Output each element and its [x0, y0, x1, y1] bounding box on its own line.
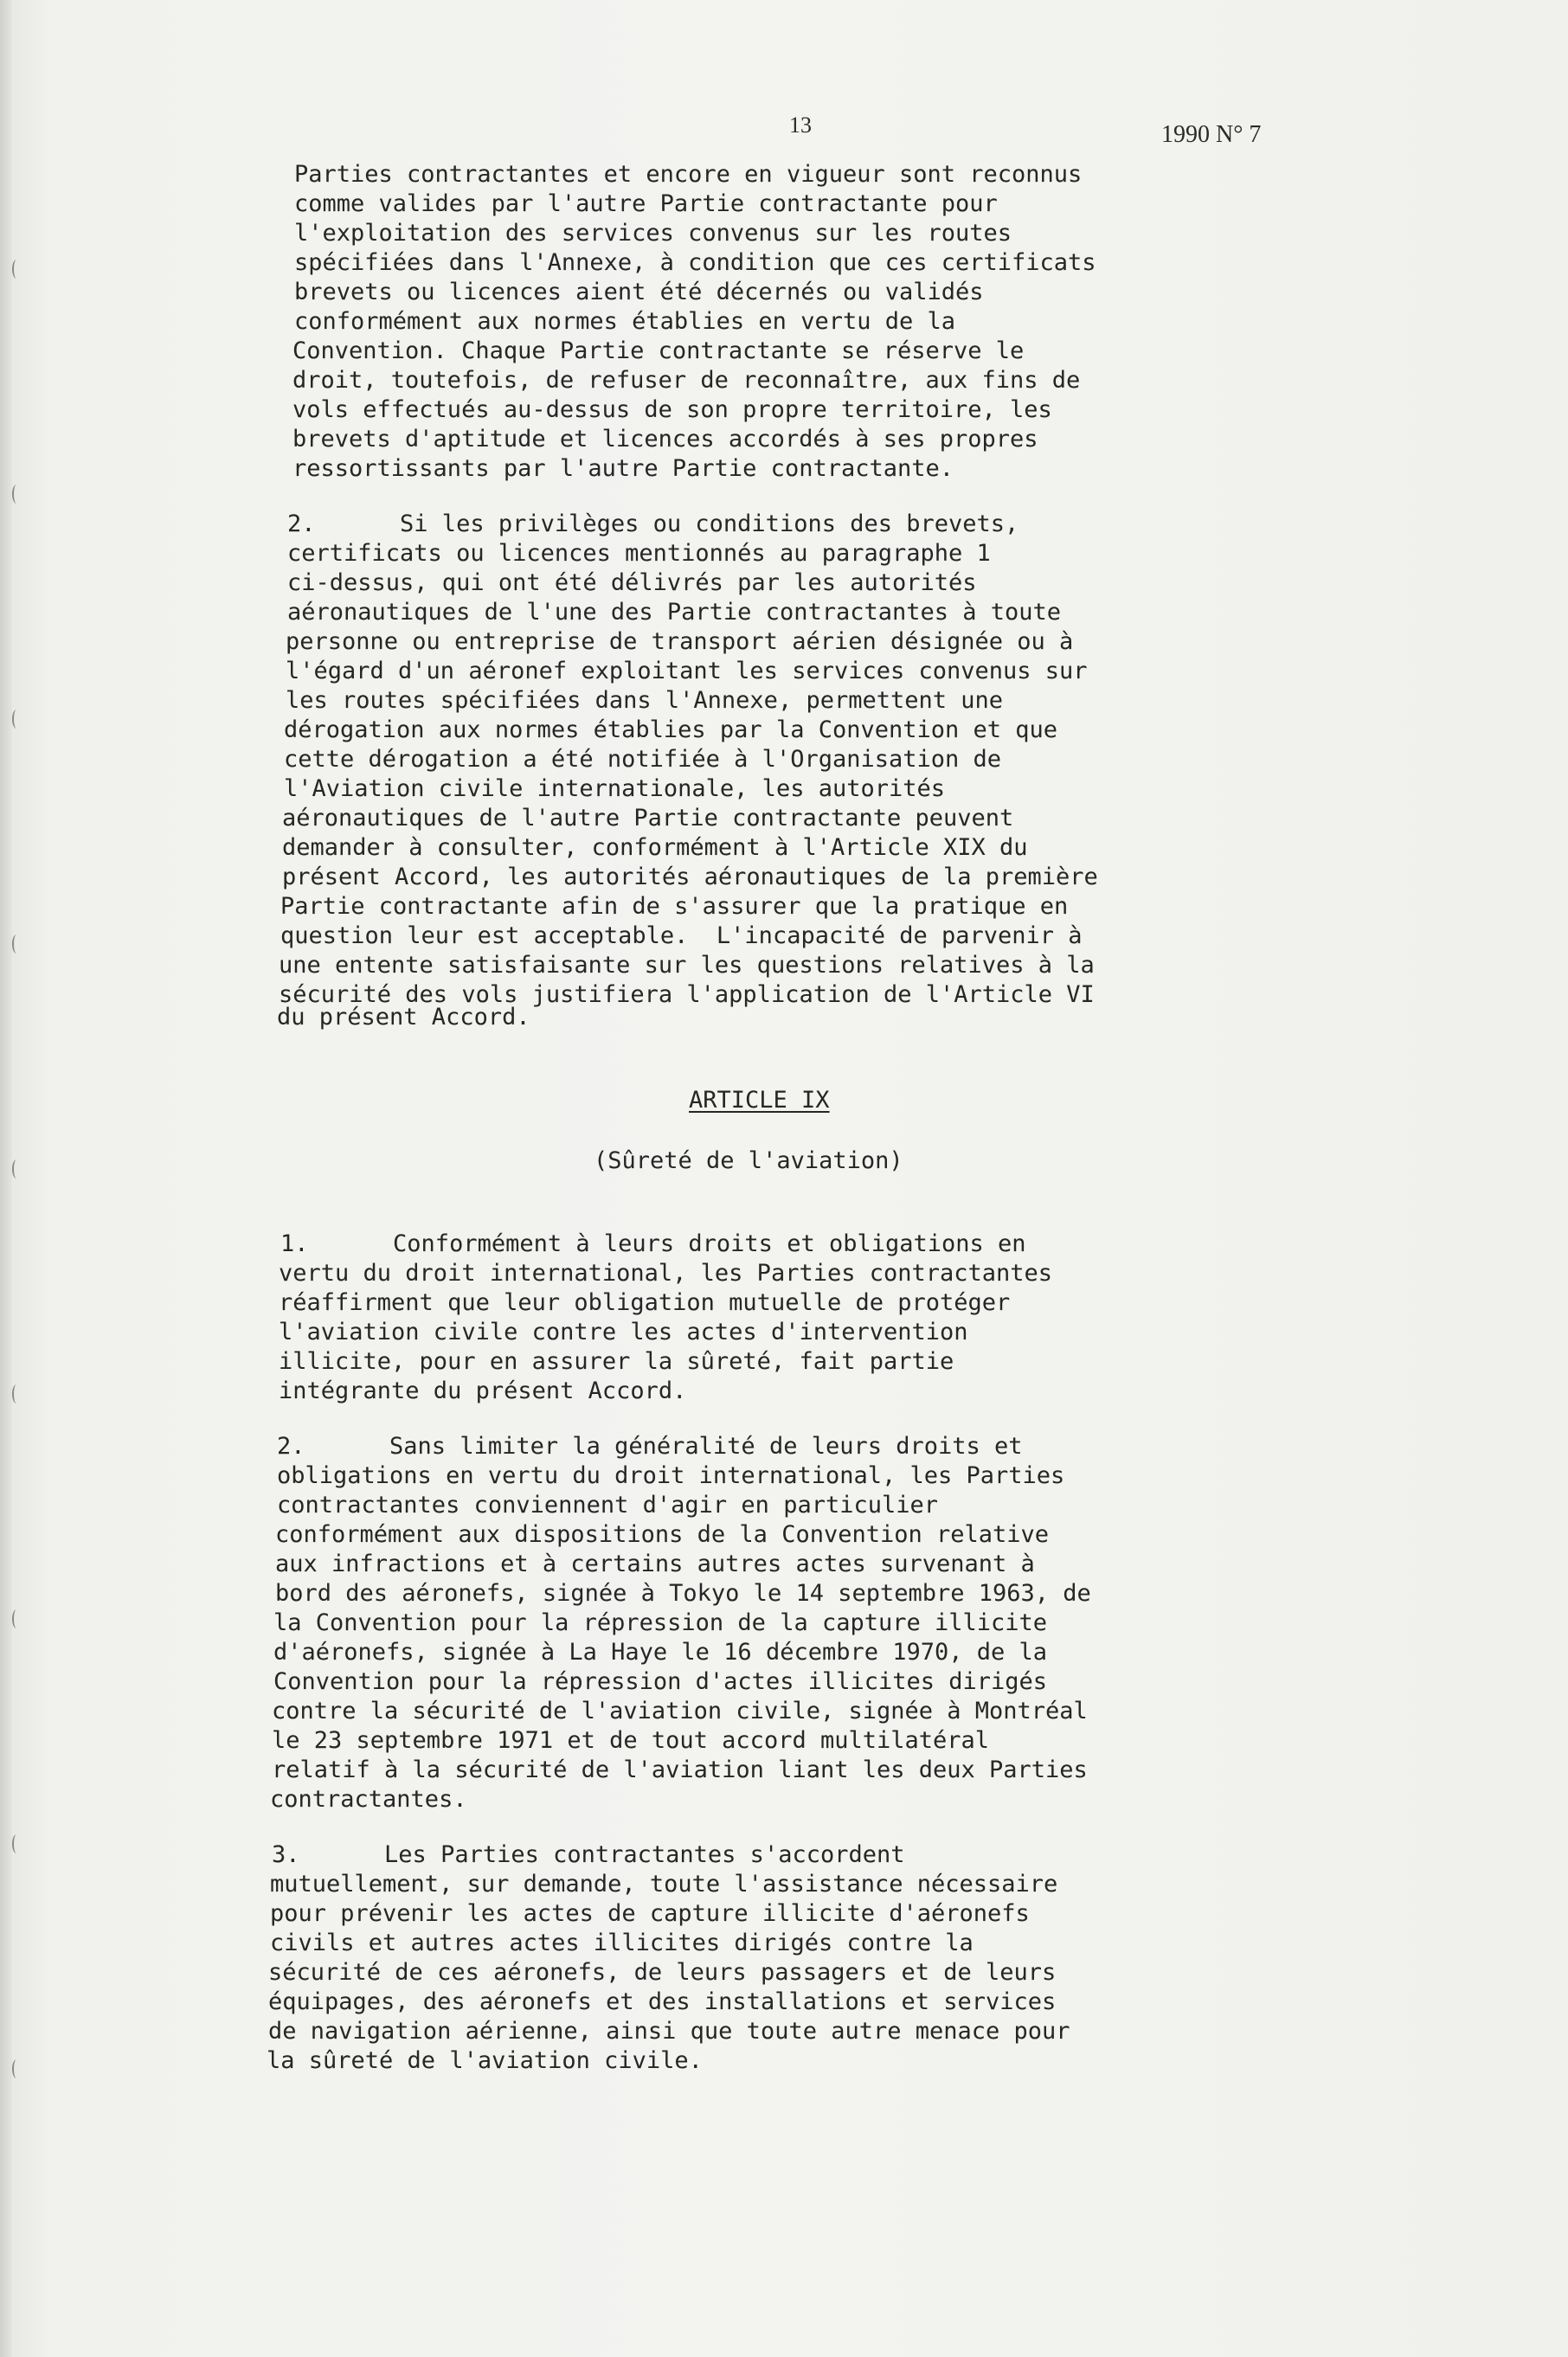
- text-line: obligations en vertu du droit international, les Parties: [277, 1462, 1065, 1489]
- text-line: vertu du droit international, les Parties contractantes: [279, 1260, 1053, 1287]
- text-line: civils et autres actes illicites dirigés contre la: [270, 1930, 974, 1956]
- text-line: aéronautiques de l'une des Partie contractantes à toute: [287, 599, 1062, 626]
- text-line: pour prévenir les actes de capture illicite d'aéronefs: [270, 1900, 1030, 1927]
- binding-mark: [12, 2059, 21, 2078]
- text-line: contractantes.: [270, 1786, 467, 1813]
- text-line: droit, toutefois, de refuser de reconnaître, aux fins de: [292, 367, 1081, 394]
- text-line: contractantes conviennent d'agir en particulier: [277, 1492, 939, 1519]
- text-line: contre la sécurité de l'aviation civile, signée à Montréal: [272, 1698, 1088, 1724]
- text-line: sécurité de ces aéronefs, de leurs passagers et de leurs: [268, 1959, 1057, 1986]
- page-number: 13: [789, 112, 812, 138]
- text-line: aux infractions et à certains autres actes survenant à: [275, 1551, 1035, 1577]
- text-line: 2. Sans limiter la généralité de leurs droits et: [277, 1433, 1023, 1460]
- text-line: conformément aux normes établies en vertu de la: [294, 308, 956, 335]
- text-line: 1. Conformément à leurs droits et obligations en: [280, 1230, 1026, 1257]
- text-line: d'aéronefs, signée à La Haye le 16 décembre 1970, de la: [273, 1639, 1048, 1666]
- text-line: Partie contractante afin de s'assurer que la pratique en: [280, 893, 1069, 920]
- text-line: spécifiées dans l'Annexe, à condition que ces certificats: [294, 249, 1096, 276]
- text-line: conformément aux dispositions de la Convention relative: [275, 1521, 1050, 1548]
- text-line: sécurité des vols justifiera l'application de l'Article VI: [279, 981, 1095, 1008]
- text-line: le 23 septembre 1971 et de tout accord multilatéral: [272, 1727, 990, 1754]
- text-line: bord des aéronefs, signée à Tokyo le 14 septembre 1963, de: [275, 1580, 1091, 1607]
- text-line: 3. Les Parties contractantes s'accordent: [272, 1841, 905, 1868]
- text-line: de navigation aérienne, ainsi que toute autre menace pour: [268, 2018, 1070, 2045]
- text-line: cette dérogation a été notifiée à l'Organisation de: [284, 746, 1002, 773]
- text-line: 2. Si les privilèges ou conditions des brevets,: [287, 511, 1019, 537]
- text-line: l'aviation civile contre les actes d'intervention: [279, 1319, 968, 1345]
- text-line: Convention. Chaque Partie contractante se réserve le: [292, 337, 1025, 364]
- text-line: comme valides par l'autre Partie contractante pour: [294, 190, 998, 217]
- text-line: Parties contractantes et encore en vigueur sont reconnus: [294, 161, 1083, 188]
- text-line: la Convention pour la répression de la capture illicite: [273, 1609, 1048, 1636]
- text-line: présent Accord, les autorités aéronautiques de la première: [282, 864, 1098, 890]
- text-line: dérogation aux normes établies par la Convention et que: [284, 716, 1058, 743]
- text-line: ressortissants par l'autre Partie contractante.: [292, 455, 954, 482]
- text-line: la sûreté de l'aviation civile.: [267, 2047, 703, 2074]
- text-line: brevets d'aptitude et licences accordés à ses propres: [292, 426, 1038, 453]
- text-line: aéronautiques de l'autre Partie contractante peuvent: [282, 805, 1014, 832]
- document-reference: 1990 N° 7: [1161, 121, 1262, 148]
- text-line: les routes spécifiées dans l'Annexe, permettent une: [286, 687, 1004, 714]
- text-line: l'Aviation civile internationale, les autorités: [284, 775, 946, 802]
- text-line: relatif à la sécurité de l'aviation liant les deux Parties: [272, 1757, 1088, 1783]
- text-line: vols effectués au-dessus de son propre territoire, les: [292, 396, 1052, 423]
- text-line: une entente satisfaisante sur les questions relatives à la: [279, 952, 1095, 979]
- text-line: illicite, pour en assurer la sûreté, fait partie: [279, 1348, 954, 1375]
- text-line: l'égard d'un aéronef exploitant les services convenus sur: [286, 658, 1088, 684]
- article-subtitle: (Sûreté de l'aviation): [594, 1147, 903, 1174]
- text-line: demander à consulter, conformément à l'Article XIX du: [282, 834, 1028, 861]
- text-line: personne ou entreprise de transport aérien désignée ou à: [286, 628, 1074, 655]
- text-line: ci-dessus, qui ont été délivrés par les autorités: [287, 569, 977, 596]
- text-line: équipages, des aéronefs et des installations et services: [268, 1988, 1057, 2015]
- text-line: intégrante du présent Accord.: [279, 1378, 687, 1404]
- text-line: du présent Accord.: [277, 1004, 530, 1031]
- text-line: Convention pour la répression d'actes illicites dirigés: [273, 1668, 1048, 1695]
- text-line: réaffirment que leur obligation mutuelle de protéger: [279, 1289, 1011, 1316]
- text-line: l'exploitation des services convenus sur les routes: [294, 220, 1012, 247]
- text-line: brevets ou licences aient été décernés ou validés: [294, 279, 984, 305]
- text-line: certificats ou licences mentionnés au paragraphe 1: [287, 540, 991, 567]
- article-title: ARTICLE IX: [689, 1087, 830, 1114]
- text-line: mutuellement, sur demande, toute l'assistance nécessaire: [270, 1871, 1058, 1898]
- text-line: question leur est acceptable. L'incapacité de parvenir à: [280, 922, 1083, 949]
